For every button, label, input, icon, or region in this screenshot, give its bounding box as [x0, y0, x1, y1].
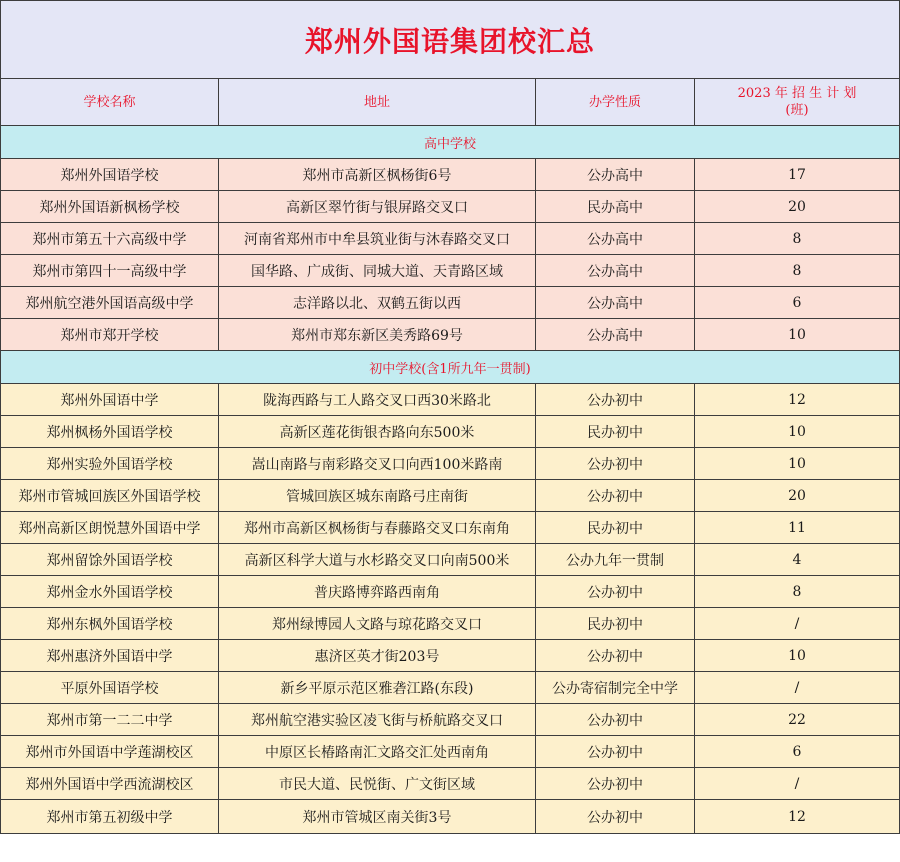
enrollment-plan-cell: 17	[695, 159, 900, 191]
school-type-cell: 公办初中	[536, 576, 695, 608]
address-cell: 郑州航空港实验区凌飞街与桥航路交叉口	[219, 704, 536, 736]
school-name-cell: 郑州市第五初级中学	[1, 800, 219, 834]
header-plan-line1: 2023 年 招 生 计 划	[737, 86, 857, 101]
table-row	[1, 223, 900, 255]
school-type-cell: 公办寄宿制完全中学	[536, 672, 695, 704]
enrollment-plan-cell: 22	[695, 704, 900, 736]
table-row	[1, 640, 900, 672]
enrollment-plan-cell: 10	[695, 416, 900, 448]
title-row	[1, 1, 900, 79]
school-type-cell: 公办高中	[536, 223, 695, 255]
enrollment-plan-cell: 10	[695, 319, 900, 351]
school-name-cell: 郑州惠济外国语中学	[1, 640, 219, 672]
section-middle-school	[1, 351, 900, 384]
table-row	[1, 736, 900, 768]
school-type-cell: 公办初中	[536, 640, 695, 672]
table-row	[1, 416, 900, 448]
address-cell: 郑州市高新区枫杨街6号	[219, 159, 536, 191]
enrollment-plan-cell: 6	[695, 287, 900, 319]
enrollment-plan-cell: 8	[695, 223, 900, 255]
school-type-cell: 公办高中	[536, 255, 695, 287]
school-name-cell: 郑州外国语学校	[1, 159, 219, 191]
enrollment-plan-cell: 6	[695, 736, 900, 768]
table-row	[1, 704, 900, 736]
enrollment-plan-cell: /	[695, 672, 900, 704]
address-cell: 陇海西路与工人路交叉口西30米路北	[219, 384, 536, 416]
school-name-cell: 郑州市第一二二中学	[1, 704, 219, 736]
school-name-cell: 平原外国语学校	[1, 672, 219, 704]
address-cell: 新乡平原示范区雅砻江路(东段)	[219, 672, 536, 704]
address-cell: 普庆路博弈路西南角	[219, 576, 536, 608]
table-row	[1, 768, 900, 800]
header-school-name: 学校名称	[1, 79, 219, 126]
table-row	[1, 159, 900, 191]
school-name-cell: 郑州金水外国语学校	[1, 576, 219, 608]
table-row	[1, 512, 900, 544]
header-row	[1, 79, 900, 126]
address-cell: 郑州市管城区南关街3号	[219, 800, 536, 834]
enrollment-plan-cell: 12	[695, 384, 900, 416]
address-cell: 志洋路以北、双鹤五街以西	[219, 287, 536, 319]
table-row	[1, 608, 900, 640]
school-name-cell: 郑州东枫外国语学校	[1, 608, 219, 640]
table-row	[1, 191, 900, 223]
enrollment-plan-cell: 8	[695, 576, 900, 608]
enrollment-plan-cell: /	[695, 608, 900, 640]
header-enrollment-plan	[695, 79, 900, 126]
address-cell: 高新区莲花街银杏路向东500米	[219, 416, 536, 448]
address-cell: 河南省郑州市中牟县筑业街与沐春路交叉口	[219, 223, 536, 255]
address-cell: 惠济区英才街203号	[219, 640, 536, 672]
address-cell: 郑州市高新区枫杨街与春藤路交叉口东南角	[219, 512, 536, 544]
school-type-cell: 民办初中	[536, 512, 695, 544]
school-name-cell: 郑州外国语中学西流湖校区	[1, 768, 219, 800]
enrollment-plan-cell: /	[695, 768, 900, 800]
enrollment-plan-cell: 11	[695, 512, 900, 544]
enrollment-plan-cell: 8	[695, 255, 900, 287]
table-row	[1, 287, 900, 319]
header-plan-line2: (班)	[785, 103, 809, 118]
school-name-cell: 郑州市郑开学校	[1, 319, 219, 351]
enrollment-plan-cell: 20	[695, 191, 900, 223]
school-type-cell: 公办九年一贯制	[536, 544, 695, 576]
section-high-school	[1, 126, 900, 159]
school-name-cell: 郑州高新区朗悦慧外国语中学	[1, 512, 219, 544]
school-type-cell: 公办初中	[536, 480, 695, 512]
address-cell: 中原区长椿路南汇文路交汇处西南角	[219, 736, 536, 768]
page-title: 郑州外国语集团校汇总	[1, 1, 900, 79]
enrollment-plan-cell: 20	[695, 480, 900, 512]
school-type-cell: 民办初中	[536, 416, 695, 448]
school-type-cell: 民办高中	[536, 191, 695, 223]
address-cell: 管城回族区城东南路弓庄南街	[219, 480, 536, 512]
address-cell: 郑州市郑东新区美秀路69号	[219, 319, 536, 351]
school-type-cell: 公办初中	[536, 800, 695, 834]
school-type-cell: 公办初中	[536, 384, 695, 416]
school-name-cell: 郑州枫杨外国语学校	[1, 416, 219, 448]
school-type-cell: 公办初中	[536, 448, 695, 480]
address-cell: 国华路、广成街、同城大道、天青路区域	[219, 255, 536, 287]
school-name-cell: 郑州市第五十六高级中学	[1, 223, 219, 255]
school-type-cell: 公办初中	[536, 736, 695, 768]
address-cell: 郑州绿博园人文路与琼花路交叉口	[219, 608, 536, 640]
address-cell: 市民大道、民悦街、广文街区域	[219, 768, 536, 800]
table-row	[1, 319, 900, 351]
enrollment-plan-cell: 10	[695, 640, 900, 672]
school-name-cell: 郑州留馀外国语学校	[1, 544, 219, 576]
school-name-cell: 郑州市第四十一高级中学	[1, 255, 219, 287]
section-label-high-school: 高中学校	[1, 126, 900, 159]
table-row	[1, 672, 900, 704]
header-school-type: 办学性质	[536, 79, 695, 126]
school-name-cell: 郑州航空港外国语高级中学	[1, 287, 219, 319]
table-row	[1, 800, 900, 834]
school-name-cell: 郑州实验外国语学校	[1, 448, 219, 480]
school-name-cell: 郑州外国语中学	[1, 384, 219, 416]
table-row	[1, 255, 900, 287]
school-type-cell: 公办初中	[536, 704, 695, 736]
school-name-cell: 郑州外国语新枫杨学校	[1, 191, 219, 223]
address-cell: 高新区翠竹街与银屏路交叉口	[219, 191, 536, 223]
enrollment-plan-cell: 12	[695, 800, 900, 834]
table-row	[1, 576, 900, 608]
table-row	[1, 384, 900, 416]
table-row	[1, 544, 900, 576]
school-type-cell: 公办初中	[536, 768, 695, 800]
enrollment-plan-cell: 4	[695, 544, 900, 576]
enrollment-plan-cell: 10	[695, 448, 900, 480]
school-type-cell: 公办高中	[536, 287, 695, 319]
header-address: 地址	[219, 79, 536, 126]
address-cell: 嵩山南路与南彩路交叉口向西100米路南	[219, 448, 536, 480]
school-type-cell: 公办高中	[536, 319, 695, 351]
school-name-cell: 郑州市管城回族区外国语学校	[1, 480, 219, 512]
school-type-cell: 民办初中	[536, 608, 695, 640]
school-type-cell: 公办高中	[536, 159, 695, 191]
section-label-middle-school: 初中学校(含1所九年一贯制)	[1, 351, 900, 384]
school-name-cell: 郑州市外国语中学莲湖校区	[1, 736, 219, 768]
table-row	[1, 448, 900, 480]
address-cell: 高新区科学大道与水杉路交叉口向南500米	[219, 544, 536, 576]
table-row	[1, 480, 900, 512]
